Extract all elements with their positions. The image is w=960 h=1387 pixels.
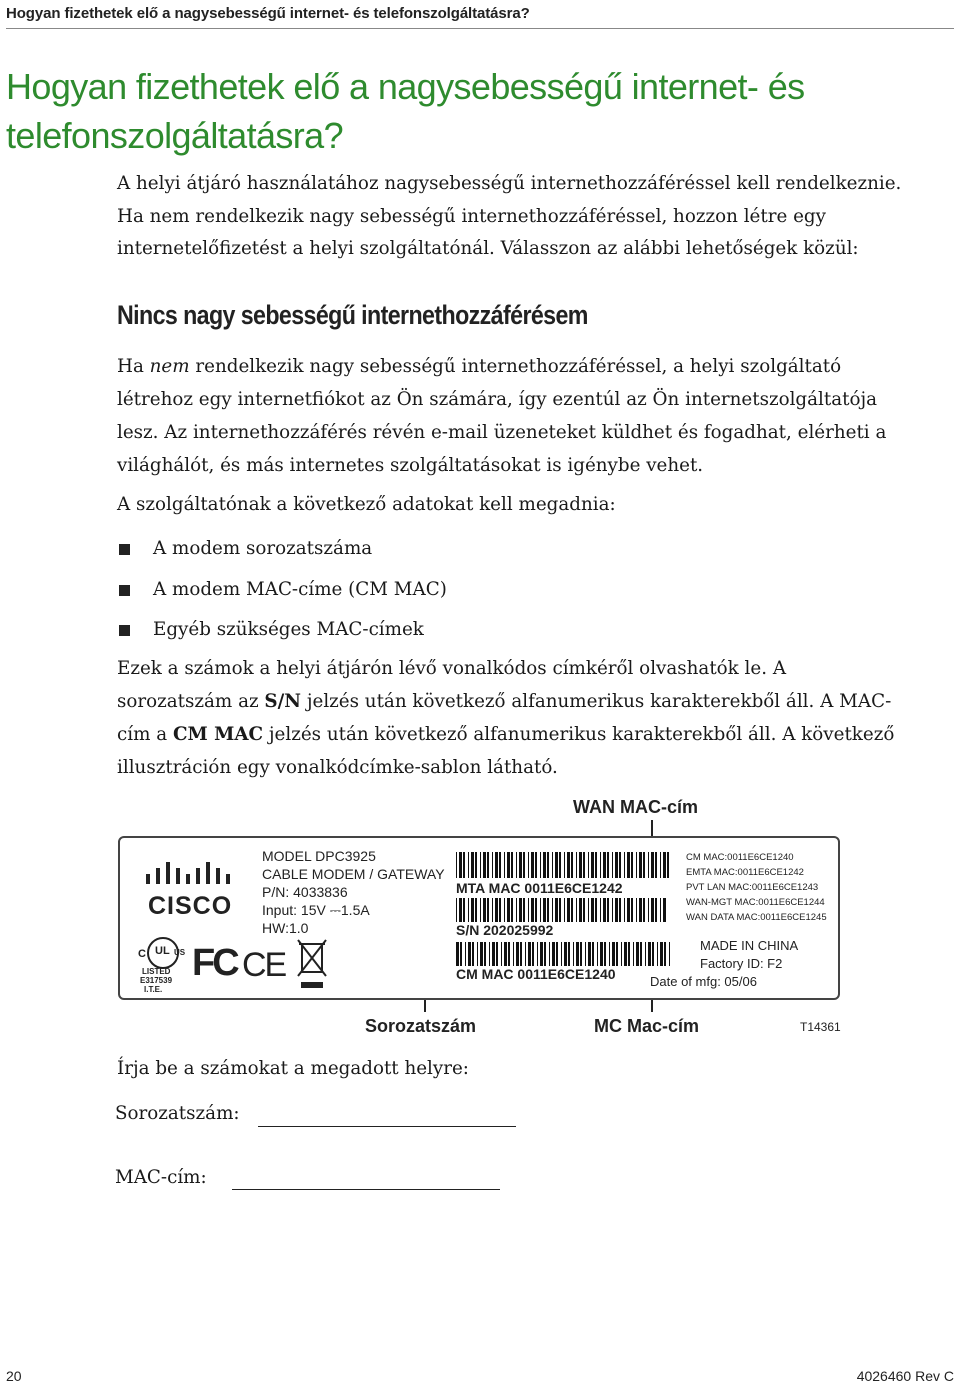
barcode-stripe [597,942,598,966]
barcode-stripe [475,898,477,922]
barcode-stripe [499,898,501,922]
barcode-stripe [612,942,615,966]
barcode-stripe [645,942,646,966]
barcode-stripe [463,852,465,878]
mta-mac-barcode [456,852,672,878]
barcode-stripe [600,942,603,966]
barcode-stripe [544,942,546,966]
intro-line: A helyi átjáró használatához nagysebességű internethozzáféréssel kell rendelkeznie. [117,173,902,194]
barcode-stripe [567,852,570,878]
title-line-1: Hogyan fizethetek elő a nagysebességű internet- és [6,66,805,107]
barcode-stripe [508,942,510,966]
barcode-stripe [468,852,469,878]
barcode-stripe [591,898,594,922]
barcode-stripe [535,852,537,878]
barcode-stripe [528,852,529,878]
cisco-bars-icon [146,862,234,888]
barcode-stripe [627,852,630,878]
barcode-stripe [523,852,525,878]
barcode-stripe [583,898,585,922]
barcode-stripe [603,852,606,878]
ul-letters: UL [155,945,170,957]
barcode-stripe [660,852,661,878]
barcode-stripe [528,942,531,966]
barcode-stripe [480,852,481,878]
barcode-stripe [499,852,501,878]
barcode-stripe [501,942,502,966]
barcode-stripe [552,898,553,922]
barcode-stripe [651,852,654,878]
barcode-stripe [576,942,579,966]
barcode-stripe [540,942,543,966]
barcode-stripe [468,942,471,966]
barcode-stripe [636,898,637,922]
made-in-text: MADE IN CHINA [700,938,799,953]
weee-bin-icon [296,938,328,990]
barcode-stripe [652,942,654,966]
section-heading: Nincs nagy sebességű internethozzáférésem [117,300,588,330]
running-title: Hogyan fizethetek elő a nagysebességű internet- és telefonszolgáltatásra? [6,5,530,22]
barcode-stripe [667,852,669,878]
barcode-stripe [543,852,546,878]
barcode-stripe [532,942,534,966]
barcode-stripe [604,942,606,966]
barcode-stripe [612,898,613,922]
barcode-stripe [492,898,493,922]
barcode-stripe [516,942,519,966]
ul-listed: LISTED [142,967,171,976]
instructions-text: Írja be a számokat a megadott helyre: [117,1058,469,1079]
text-run: sorozatszám az [117,691,265,712]
barcode-stripe [516,852,517,878]
ul-mark-icon [138,934,186,994]
barcode-stripe [468,898,469,922]
barcode-stripe [651,898,654,922]
barcode-stripe [579,852,582,878]
barcode-stripe [592,942,594,966]
barcode-stripe [456,898,457,922]
barcode-stripe [525,942,526,966]
barcode-stripe [564,942,567,966]
barcode-stripe [528,898,529,922]
barcode-stripe [628,942,630,966]
barcode-stripe [480,898,481,922]
barcode-stripe [571,852,573,878]
paragraph-line: lesz. Az internethozzáférés révén e-mail üzeneteket küldhet és fogadhat, elérheti a [117,422,887,443]
barcode-stripe [561,942,562,966]
barcode-stripe [603,898,606,922]
mac-list-item: WAN DATA MAC:0011E6CE1245 [686,912,827,923]
barcode-stripe [549,942,550,966]
barcode-stripe [607,898,609,922]
barcode-stripe [559,852,561,878]
barcode-stripe [588,852,589,878]
barcode-stripe [669,942,670,966]
barcode-stripe [640,942,642,966]
barcode-stripe [568,942,570,966]
mta-mac-text: MTA MAC 0011E6CE1242 [456,880,623,896]
model-text: MODEL DPC3925 [262,848,376,864]
barcode-stripe [523,898,525,922]
mac-input-line[interactable] [232,1189,500,1190]
barcode-stripe [559,898,561,922]
barcode-stripe [492,942,495,966]
barcode-stripe [480,942,483,966]
intro-line: internetelőfizetést a helyi szolgáltatónál. Válasszon az alábbi lehetőségek közül: [117,238,859,259]
barcode-stripe [615,852,618,878]
barcode-stripe [537,942,538,966]
barcode-stripe [627,898,630,922]
barcode-stripe [631,898,633,922]
barcode-stripe [483,852,486,878]
barcode-stripe [648,898,649,922]
barcode-stripe [567,898,570,922]
fcc-logo: FC [192,942,237,984]
emphasis: nem [149,356,190,377]
paragraph-line: Ezek a számok a helyi átjárón lévő vonalkódos címkéről olvashatók le. A [117,658,787,679]
paragraph-line: világhálót, és más internetes szolgáltatásokat is igénybe vehet. [117,455,704,476]
paragraph-line: létrehoz egy internetfiókot az Ön számára, így ezentúl az Ön internetszolgáltatója [117,389,878,410]
mac-list-item: WAN-MGT MAC:0011E6CE1244 [686,897,825,908]
barcode-stripe [657,942,658,966]
barcode-stripe [660,942,663,966]
barcode-stripe [616,942,618,966]
barcode-stripe [484,942,486,966]
mac-list-item: PVT LAN MAC:0011E6CE1243 [686,882,819,893]
barcode-stripe [531,898,534,922]
barcode-stripe [487,898,489,922]
barcode-stripe [463,898,465,922]
barcode-stripe [507,852,510,878]
barcode-stripe [459,852,462,878]
barcode-stripe [621,942,622,966]
barcode-stripe [655,852,657,878]
barcode-stripe [588,898,589,922]
manufacture-date-text: Date of mfg: 05/06 [650,974,757,989]
barcode-stripe [504,852,505,878]
barcode-stripe [475,852,477,878]
barcode-stripe [552,942,555,966]
barcode-stripe [507,898,510,922]
cm-mac-barcode [456,942,672,966]
barcode-stripe [576,852,577,878]
input-power-text: Input: 15V ⎓1.5A [262,902,370,918]
barcode-stripe [612,852,613,878]
serial-barcode [456,898,666,922]
barcode-stripe [513,942,514,966]
barcode-stripe [555,852,558,878]
barcode-stripe [540,852,541,878]
device-type-text: CABLE MODEM / GATEWAY [262,866,445,882]
barcode-stripe [600,852,601,878]
text-run: jelzés után következő alfanumerikus karakterekből áll. A következő [263,724,895,745]
factory-id-text: Factory ID: F2 [700,956,783,971]
ul-us: US [174,948,186,957]
cm-mac-text: CM MAC 0011E6CE1240 [456,966,616,982]
barcode-stripe [639,852,642,878]
barcode-stripe [564,898,565,922]
serial-number-text: S/N 202025992 [456,922,554,938]
ul-ite: I.T.E. [144,985,163,994]
ce-mark: CE [242,946,286,984]
barcode-stripe [492,852,493,878]
barcode-stripe [624,942,627,966]
paragraph-line: illusztráción egy vonalkódcímke-sablon látható. [117,757,558,778]
callout-wan-mac: WAN MAC-cím [573,797,698,817]
barcode-stripe [472,942,474,966]
barcode-stripe [583,852,585,878]
barcode-stripe [655,898,657,922]
strong-text: CM MAC [172,724,264,745]
barcode-stripe [636,942,639,966]
barcode-stripe [496,942,498,966]
hardware-version-text: HW:1.0 [262,920,309,936]
text-run: Ha [117,356,150,377]
barcode-stripe [643,898,645,922]
barcode-stripe [540,898,541,922]
barcode-stripe [633,942,634,966]
barcode-stripe [495,852,498,878]
barcode-stripe [619,852,621,878]
barcode-stripe [576,898,577,922]
barcode-stripe [456,852,457,878]
serial-input-line[interactable] [258,1126,516,1127]
barcode-stripe [585,942,586,966]
barcode-stripe [552,852,553,878]
barcode-stripe [456,942,459,966]
text-run: cím a [117,724,173,745]
paragraph-provider-data: A szolgáltatónak a következő adatokat kell megadnia: [117,494,616,515]
list-item-text: A modem MAC-címe (CM MAC) [153,578,447,600]
barcode-stripe [595,852,597,878]
barcode-stripe [639,898,642,922]
title-line-2: telefonszolgáltatásra? [6,115,344,156]
barcode-stripe [504,942,507,966]
barcode-stripe [459,898,462,922]
callout-serial: Sorozatszám [365,1016,477,1036]
barcode-stripe [556,942,558,966]
barcode-stripe [648,942,651,966]
mac-list-item: CM MAC:0011E6CE1240 [686,852,794,863]
barcode-stripe [531,852,534,878]
barcode-stripe [615,898,618,922]
barcode-stripe [580,942,582,966]
barcode-stripe [571,898,573,922]
barcode-stripe [511,898,513,922]
barcode-stripe [579,898,582,922]
barcode-stripe [477,942,478,966]
barcode-stripe [624,852,625,878]
barcode-stripe [504,898,505,922]
barcode-stripe [648,852,649,878]
barcode-stripe [535,898,537,922]
barcode-stripe [636,852,637,878]
barcode-stripe [520,942,522,966]
barcode-stripe [543,898,546,922]
ul-c: C [138,948,146,960]
barcode-stripe [483,898,486,922]
barcode-stripe [519,898,522,922]
intro-line: Ha nem rendelkezik nagy sebességű internethozzáféréssel, hozzon létre egy [117,205,826,227]
document-revision: 4026460 Rev C [856,1368,954,1384]
ul-code: E317539 [140,976,173,985]
barcode-stripe [643,852,645,878]
barcode-stripe [588,942,591,966]
mac-field-label: MAC-cím: [115,1167,207,1188]
barcode-stripe [471,898,474,922]
part-number-text: P/N: 4033836 [262,884,348,900]
barcode-stripe [664,942,666,966]
barcode-stripe [660,898,661,922]
barcode-stripe [465,942,466,966]
barcode-stripe [573,942,574,966]
barcode-stripe [600,898,601,922]
barcode-stripe [487,852,489,878]
barcode-stripe [624,898,625,922]
barcode-stripe [564,852,565,878]
barcode-stripe [631,852,633,878]
barcode-stripe [547,852,549,878]
text-run: jelzés után következő alfanumerikus karakterekből áll. A MAC- [301,691,892,712]
barcode-stripe [460,942,462,966]
strong-text: S/N [264,691,302,712]
barcode-stripe [607,852,609,878]
barcode-stripe [519,852,522,878]
barcode-stripe [495,898,498,922]
barcode-label [118,836,840,1000]
list-item-text: A modem sorozatszáma [153,538,373,559]
list-item-text: Egyéb szükséges MAC-címek [153,619,424,640]
barcode-stripe [547,898,549,922]
mac-list-item: EMTA MAC:0011E6CE1242 [686,867,804,878]
barcode-stripe [663,898,666,922]
figure-ref: T14361 [800,1020,841,1034]
serial-field-label: Sorozatszám: [115,1103,240,1124]
cisco-logo: CISCO [148,892,233,920]
text-run: rendelkezik nagy sebességű internethozzáféréssel, a helyi szolgáltató [189,356,842,377]
barcode-stripe [555,898,558,922]
page-number: 20 [6,1368,22,1384]
barcode-stripe [619,898,621,922]
barcode-stripe [663,852,666,878]
barcode-stripe [489,942,490,966]
barcode-stripe [511,852,513,878]
barcode-stripe [471,852,474,878]
barcode-stripe [609,942,610,966]
callout-mc-mac: MC Mac-cím [594,1016,700,1036]
barcode-stripe [591,852,594,878]
barcode-stripe [595,898,597,922]
barcode-stripe [516,898,517,922]
